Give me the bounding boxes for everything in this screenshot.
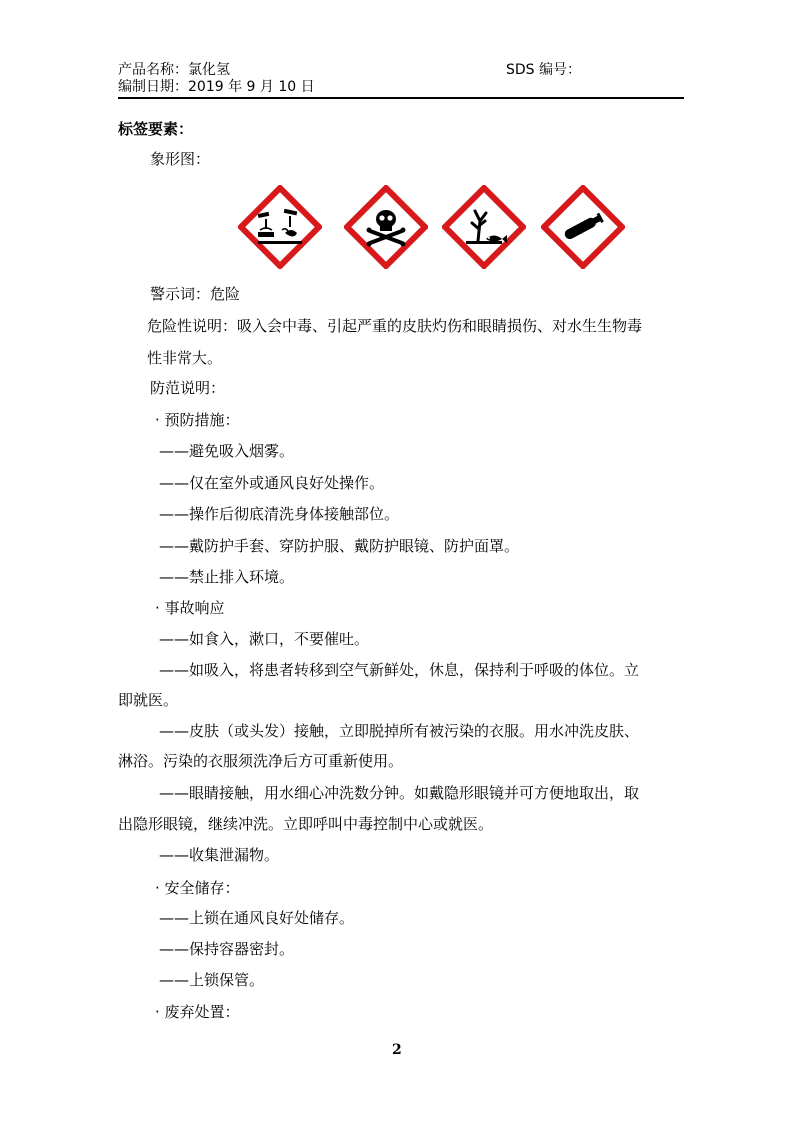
prevention-item: ——操作后彻底清洗身体接触部位。 [159,505,400,523]
precaution-title: 防范说明： [150,379,226,397]
signal-word: 警示词：危险 [150,285,241,303]
storage-item: ——保持容器密封。 [159,940,295,958]
response-item: ——如食入，漱口，不要催吐。 [159,630,370,648]
header-divider [118,97,684,99]
page-number: 2 [392,1042,402,1058]
response-title: · 事故响应 [155,599,225,617]
response-item-continued: 出隐形眼镜，继续冲洗。立即呼叫中毒控制中心或就医。 [118,815,494,833]
response-item: ——如吸入，将患者转移到空气新鲜处，休息，保持利于呼吸的体位。立 [159,661,640,679]
gas-cylinder-icon [541,185,625,269]
response-item: ——眼睛接触，用水细心冲洗数分钟。如戴隐形眼镜并可方便地取出，取 [159,784,640,802]
disposal-title: · 废弃处置： [155,1003,240,1021]
prevention-item: ——仅在室外或通风良好处操作。 [159,474,385,492]
pictogram-label: 象形图： [150,150,211,168]
section-title: 标签要素： [118,120,194,138]
corrosion-icon [238,185,322,269]
product-label: 产品名称： [118,62,188,78]
response-item: ——皮肤（或头发）接触，立即脱掉所有被污染的衣服。用水冲洗皮肤、 [159,722,640,740]
storage-item: ——上锁保管。 [159,971,265,989]
date-value: 2019 年 9 月 10 日 [188,79,315,95]
product-name: 氯化氢 [188,62,230,78]
response-item: ——收集泄漏物。 [159,846,280,864]
hazard-statement-line1: 危险性说明：吸入会中毒、引起严重的皮肤灼伤和眼睛损伤、对水生生物毒 [147,317,643,335]
response-item-continued: 淋浴。污染的衣服须洗净后方可重新使用。 [118,752,404,770]
environment-icon [442,185,526,269]
prevention-item: ——避免吸入烟雾。 [159,442,295,460]
prevention-title: · 预防措施： [155,411,240,429]
storage-item: ——上锁在通风良好处储存。 [159,909,355,927]
storage-title: · 安全储存： [155,879,240,897]
sds-number-label: SDS 编号： [506,62,582,78]
prevention-item: ——戴防护手套、穿防护服、戴防护眼镜、防护面罩。 [159,537,520,555]
date-label: 编制日期： [118,79,188,95]
response-item-continued: 即就医。 [118,691,179,709]
prevention-item: ——禁止排入环境。 [159,568,295,586]
skull-crossbones-icon [344,185,428,269]
hazard-statement-line2: 性非常大。 [147,349,223,367]
